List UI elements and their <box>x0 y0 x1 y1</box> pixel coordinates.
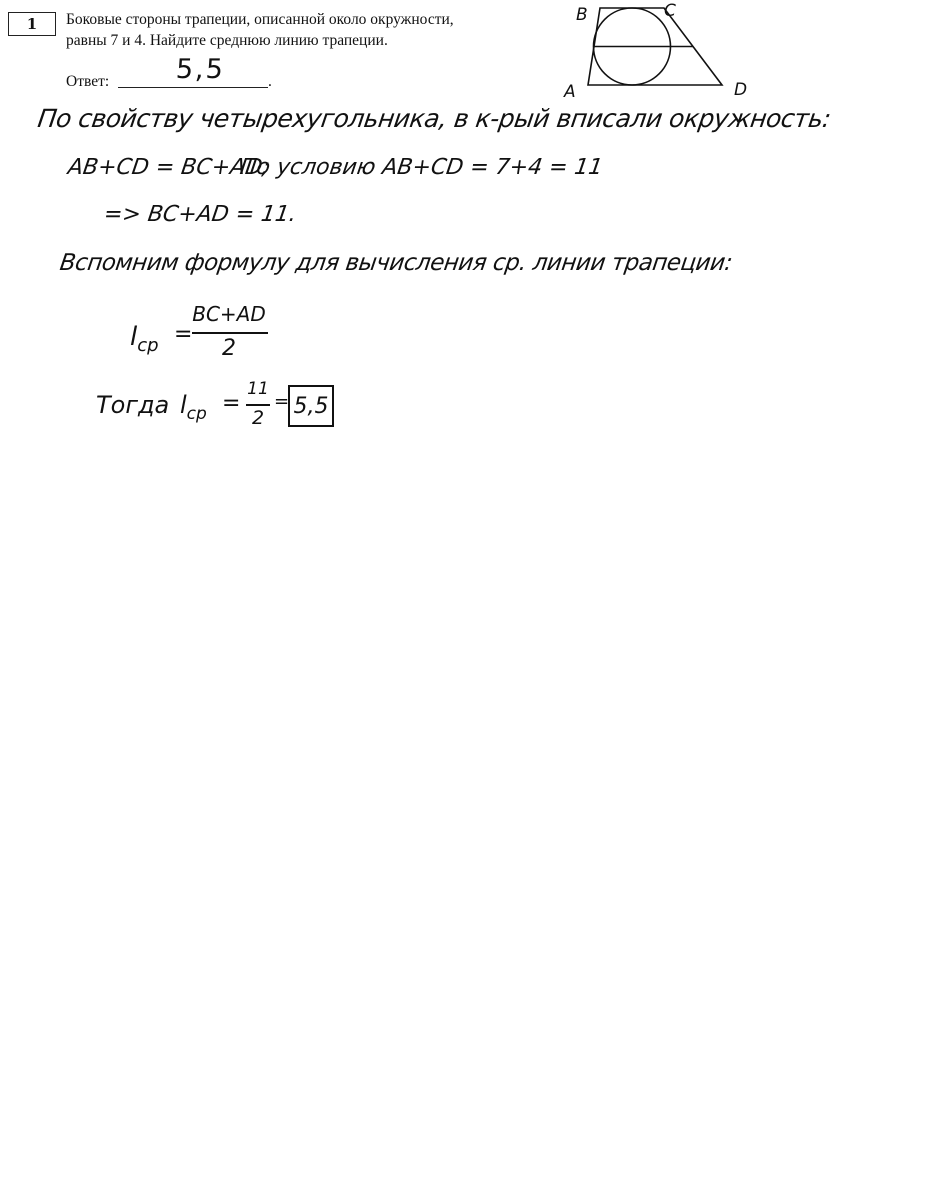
formula-lhs: $l_{ср}$ <box>130 322 159 357</box>
task-statement <box>66 9 556 51</box>
answer-handwritten-value: 5,5 <box>174 54 227 85</box>
solution-line-4: Вспомним формулу для вычисления ср. линии трапеции: <box>58 250 734 276</box>
formula-fraction-bar <box>192 332 268 334</box>
final-subscript: ср <box>186 403 207 424</box>
formula-numerator: BC+AD <box>192 302 266 326</box>
solution-line-1: По свойству четырехугольника, в к-рый вписали окружность: <box>35 104 833 133</box>
task-text-line-2: равны 7 и 4. Найдите среднюю линию трапеции. <box>66 32 388 49</box>
solution-line-2b: По условию AB+CD = 7+4 = 11 <box>238 155 605 180</box>
vertex-label-a: A <box>564 82 576 100</box>
final-lhs: $l_{ср}$ <box>180 391 207 424</box>
answer-line <box>118 87 268 88</box>
vertex-label-c: C <box>664 1 676 21</box>
final-numerator: 11 <box>247 379 269 399</box>
final-equals-1: = <box>222 391 241 416</box>
final-computation <box>96 379 356 445</box>
midline-formula <box>130 300 290 370</box>
vertex-label-b: B <box>576 5 588 25</box>
task-number: 1 <box>26 15 38 33</box>
task-text-line-1: Боковые стороны трапеции, описанной около окружности, <box>66 11 454 28</box>
answer-dot: . <box>268 73 272 90</box>
task-number-box <box>8 12 56 36</box>
formula-subscript: ср <box>137 335 159 357</box>
final-equals-2: = <box>274 391 290 412</box>
trapezoid-figure <box>560 0 760 100</box>
final-word: Тогда <box>96 391 170 419</box>
solution-line-2: AB+CD = BC+AD; <box>66 155 272 180</box>
vertex-label-d: D <box>734 80 748 100</box>
formula-equals: = <box>174 322 193 347</box>
solution-line-3: => BC+AD = 11. <box>102 202 298 227</box>
final-denominator: 2 <box>251 407 265 429</box>
answer-label: Ответ: <box>66 73 110 90</box>
final-answer-box: 5,5 <box>288 385 334 427</box>
formula-denominator: 2 <box>222 336 236 361</box>
final-fraction-bar <box>246 404 270 406</box>
